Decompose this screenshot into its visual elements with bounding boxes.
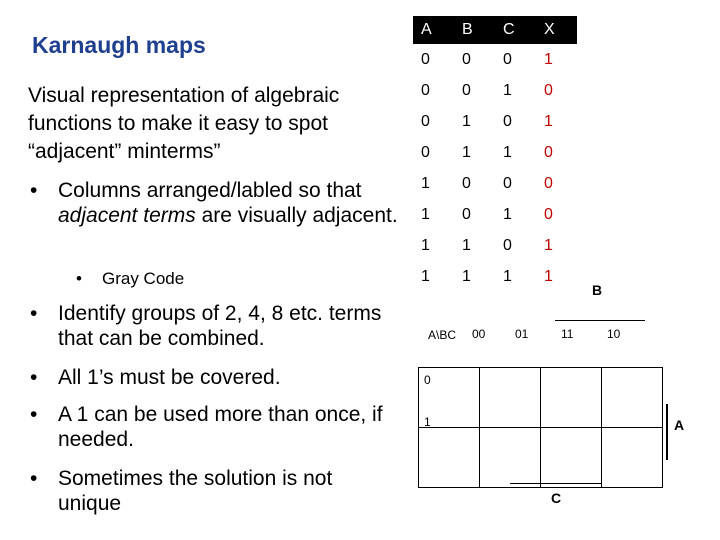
bullet-dot: • — [30, 302, 38, 325]
kmap-bracket-b — [555, 320, 645, 321]
kmap-grid-row — [419, 368, 663, 428]
cell-x: 0 — [544, 143, 553, 161]
bullet-covered — [30, 365, 400, 390]
cell-c: 1 — [503, 205, 512, 223]
truth-table-header — [413, 16, 577, 44]
kmap-cell — [541, 428, 602, 488]
kmap-cell — [602, 428, 663, 488]
bullet-dot: • — [30, 179, 38, 202]
table-row — [413, 261, 577, 292]
cell-a: 0 — [421, 81, 430, 99]
cell-x: 0 — [544, 81, 553, 99]
kmap-label-c: C — [551, 490, 562, 506]
header-b: B — [454, 16, 495, 44]
bullet-gray-code-text: Gray Code — [102, 269, 185, 288]
bullet-groups — [30, 301, 400, 351]
cell-x: 1 — [544, 50, 553, 68]
bullet-groups-text: Identify groups of 2, 4, 8 etc. terms that can be combined. — [58, 302, 382, 350]
bullet-columns-em: adjacent terms — [58, 204, 196, 227]
kmap-col-01: 01 — [515, 327, 529, 341]
kmap-col-11: 11 — [561, 327, 574, 341]
bullet-columns — [30, 178, 400, 228]
bullet-reuse-text: A 1 can be used more than once, if needed. — [58, 403, 383, 451]
bullet-covered-text: All 1’s must be covered. — [58, 366, 281, 389]
kmap-cell — [419, 428, 480, 488]
bullet-gray-code — [76, 266, 376, 291]
bullet-dot: • — [76, 269, 82, 288]
bullet-unique — [30, 466, 400, 516]
table-row — [413, 106, 577, 137]
kmap-label-a: A — [674, 417, 685, 433]
kmap-corner-label: A\BC — [428, 328, 457, 342]
kmap-cell — [480, 368, 541, 428]
table-row — [413, 44, 577, 75]
kmap-bracket-c — [510, 483, 602, 484]
kmap-row-1: 1 — [424, 415, 431, 429]
table-row — [413, 168, 577, 199]
cell-c: 0 — [503, 50, 512, 68]
cell-c: 0 — [503, 236, 512, 254]
kmap-bracket-a — [666, 404, 668, 460]
cell-x: 0 — [544, 174, 553, 192]
cell-a: 1 — [421, 236, 430, 254]
table-row — [413, 75, 577, 106]
header-a: A — [413, 16, 454, 44]
cell-x: 1 — [544, 112, 553, 130]
intro-text: Visual representation of algebraic functions to make it easy to spot “adjacent” minterms” — [28, 84, 340, 163]
cell-b: 0 — [462, 81, 471, 99]
kmap-cell — [419, 368, 480, 428]
table-row — [413, 230, 577, 261]
kmap-col-10: 10 — [607, 327, 621, 341]
cell-a: 0 — [421, 50, 430, 68]
kmap-cell — [541, 368, 602, 428]
cell-b: 1 — [462, 143, 471, 161]
table-row — [413, 137, 577, 168]
kmap-grid — [418, 367, 663, 488]
bullet-unique-text: Sometimes the solution is not unique — [58, 467, 333, 515]
cell-b: 0 — [462, 205, 471, 223]
cell-b: 1 — [462, 267, 471, 285]
table-row — [413, 199, 577, 230]
cell-c: 1 — [503, 81, 512, 99]
cell-x: 1 — [544, 236, 553, 254]
cell-x: 1 — [544, 267, 553, 285]
cell-c: 1 — [503, 267, 512, 285]
truth-table — [413, 16, 577, 292]
cell-a: 1 — [421, 174, 430, 192]
cell-a: 1 — [421, 205, 430, 223]
header-x: X — [536, 16, 577, 44]
cell-b: 0 — [462, 50, 471, 68]
kmap-cell — [602, 368, 663, 428]
cell-a: 0 — [421, 143, 430, 161]
kmap-col-00: 00 — [472, 327, 486, 341]
bullet-dot: • — [30, 403, 38, 426]
kmap-grid-row — [419, 428, 663, 488]
kmap-row-0: 0 — [424, 373, 431, 387]
cell-a: 1 — [421, 267, 430, 285]
cell-b: 0 — [462, 174, 471, 192]
cell-x: 0 — [544, 205, 553, 223]
bullet-columns-post: are visually adjacent. — [195, 204, 398, 227]
bullet-dot: • — [30, 467, 38, 490]
kmap-cell — [480, 428, 541, 488]
slide-title: Karnaugh maps — [32, 32, 206, 58]
cell-a: 0 — [421, 112, 430, 130]
bullet-columns-pre: Columns arranged/labled so that — [58, 179, 362, 202]
bullet-reuse — [30, 402, 420, 452]
cell-b: 1 — [462, 112, 471, 130]
cell-c: 0 — [503, 112, 512, 130]
cell-c: 1 — [503, 143, 512, 161]
cell-c: 0 — [503, 174, 512, 192]
kmap-label-b: B — [592, 282, 603, 298]
header-c: C — [495, 16, 536, 44]
cell-b: 1 — [462, 236, 471, 254]
bullet-dot: • — [30, 366, 38, 389]
